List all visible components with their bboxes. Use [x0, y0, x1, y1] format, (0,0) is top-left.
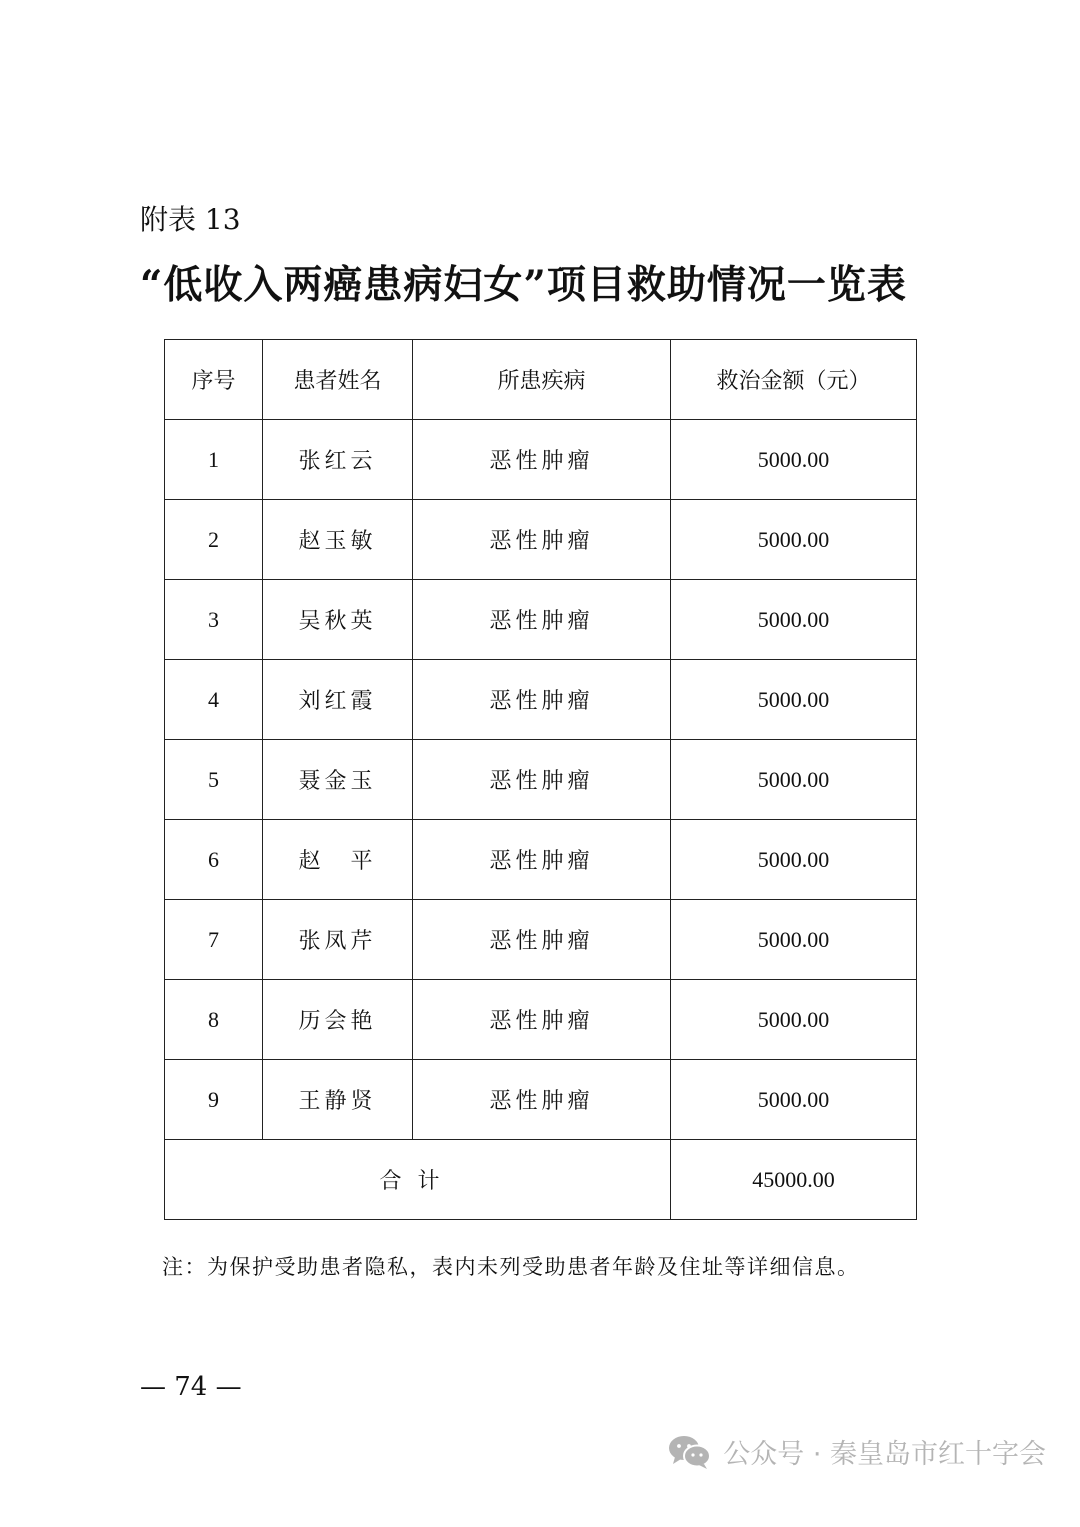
table-row [165, 420, 917, 500]
table-row [165, 740, 917, 820]
amount: 5000.00 [671, 660, 917, 740]
table-row [165, 980, 917, 1060]
watermark-text: 公众号 · 秦皇岛市红十字会 [723, 1439, 1046, 1470]
table-row [165, 1060, 917, 1140]
column-header-amount: 救治金额（元） [671, 340, 917, 420]
row-index: 7 [165, 900, 263, 980]
amount: 5000.00 [671, 820, 917, 900]
patient-name: 赵 平 [263, 820, 413, 900]
amount: 5000.00 [671, 980, 917, 1060]
table-row [165, 580, 917, 660]
disease: 恶性肿瘤 [413, 900, 671, 980]
total-value: 45000.00 [671, 1140, 917, 1220]
amount: 5000.00 [671, 740, 917, 820]
patient-name: 历会艳 [263, 980, 413, 1060]
table-header-row [165, 340, 917, 420]
disease: 恶性肿瘤 [413, 660, 671, 740]
disease: 恶性肿瘤 [413, 420, 671, 500]
amount: 5000.00 [671, 420, 917, 500]
disease: 恶性肿瘤 [413, 740, 671, 820]
table-row [165, 900, 917, 980]
total-row [165, 1140, 917, 1220]
row-index: 9 [165, 1060, 263, 1140]
patient-name: 聂金玉 [263, 740, 413, 820]
appendix-label: 附表 13 [140, 203, 241, 236]
page-title: “低收入两癌患病妇女”项目救助情况一览表 [140, 262, 907, 308]
row-index: 1 [165, 420, 263, 500]
patient-name: 吴秋英 [263, 580, 413, 660]
row-index: 8 [165, 980, 263, 1060]
patient-name: 张红云 [263, 420, 413, 500]
row-index: 3 [165, 580, 263, 660]
wechat-icon [667, 1433, 713, 1471]
column-header-name: 患者姓名 [263, 340, 413, 420]
page-number: — 74 — [140, 1372, 242, 1402]
amount: 5000.00 [671, 500, 917, 580]
disease: 恶性肿瘤 [413, 1060, 671, 1140]
table-row [165, 820, 917, 900]
amount: 5000.00 [671, 900, 917, 980]
amount: 5000.00 [671, 580, 917, 660]
table-row [165, 660, 917, 740]
amount: 5000.00 [671, 1060, 917, 1140]
patient-name: 赵玉敏 [263, 500, 413, 580]
patient-name: 刘红霞 [263, 660, 413, 740]
row-index: 5 [165, 740, 263, 820]
total-label: 合计 [165, 1140, 671, 1220]
column-header-disease: 所患疾病 [413, 340, 671, 420]
watermark [667, 1432, 1046, 1471]
patient-name: 张凤芹 [263, 900, 413, 980]
table-row [165, 500, 917, 580]
privacy-note: 注：为保护受助患者隐私，表内未列受助患者年龄及住址等详细信息。 [162, 1255, 860, 1279]
patient-name: 王静贤 [263, 1060, 413, 1140]
row-index: 4 [165, 660, 263, 740]
disease: 恶性肿瘤 [413, 500, 671, 580]
row-index: 2 [165, 500, 263, 580]
disease: 恶性肿瘤 [413, 820, 671, 900]
row-index: 6 [165, 820, 263, 900]
disease: 恶性肿瘤 [413, 580, 671, 660]
rescue-table [164, 339, 917, 1220]
disease: 恶性肿瘤 [413, 980, 671, 1060]
column-header-index: 序号 [165, 340, 263, 420]
